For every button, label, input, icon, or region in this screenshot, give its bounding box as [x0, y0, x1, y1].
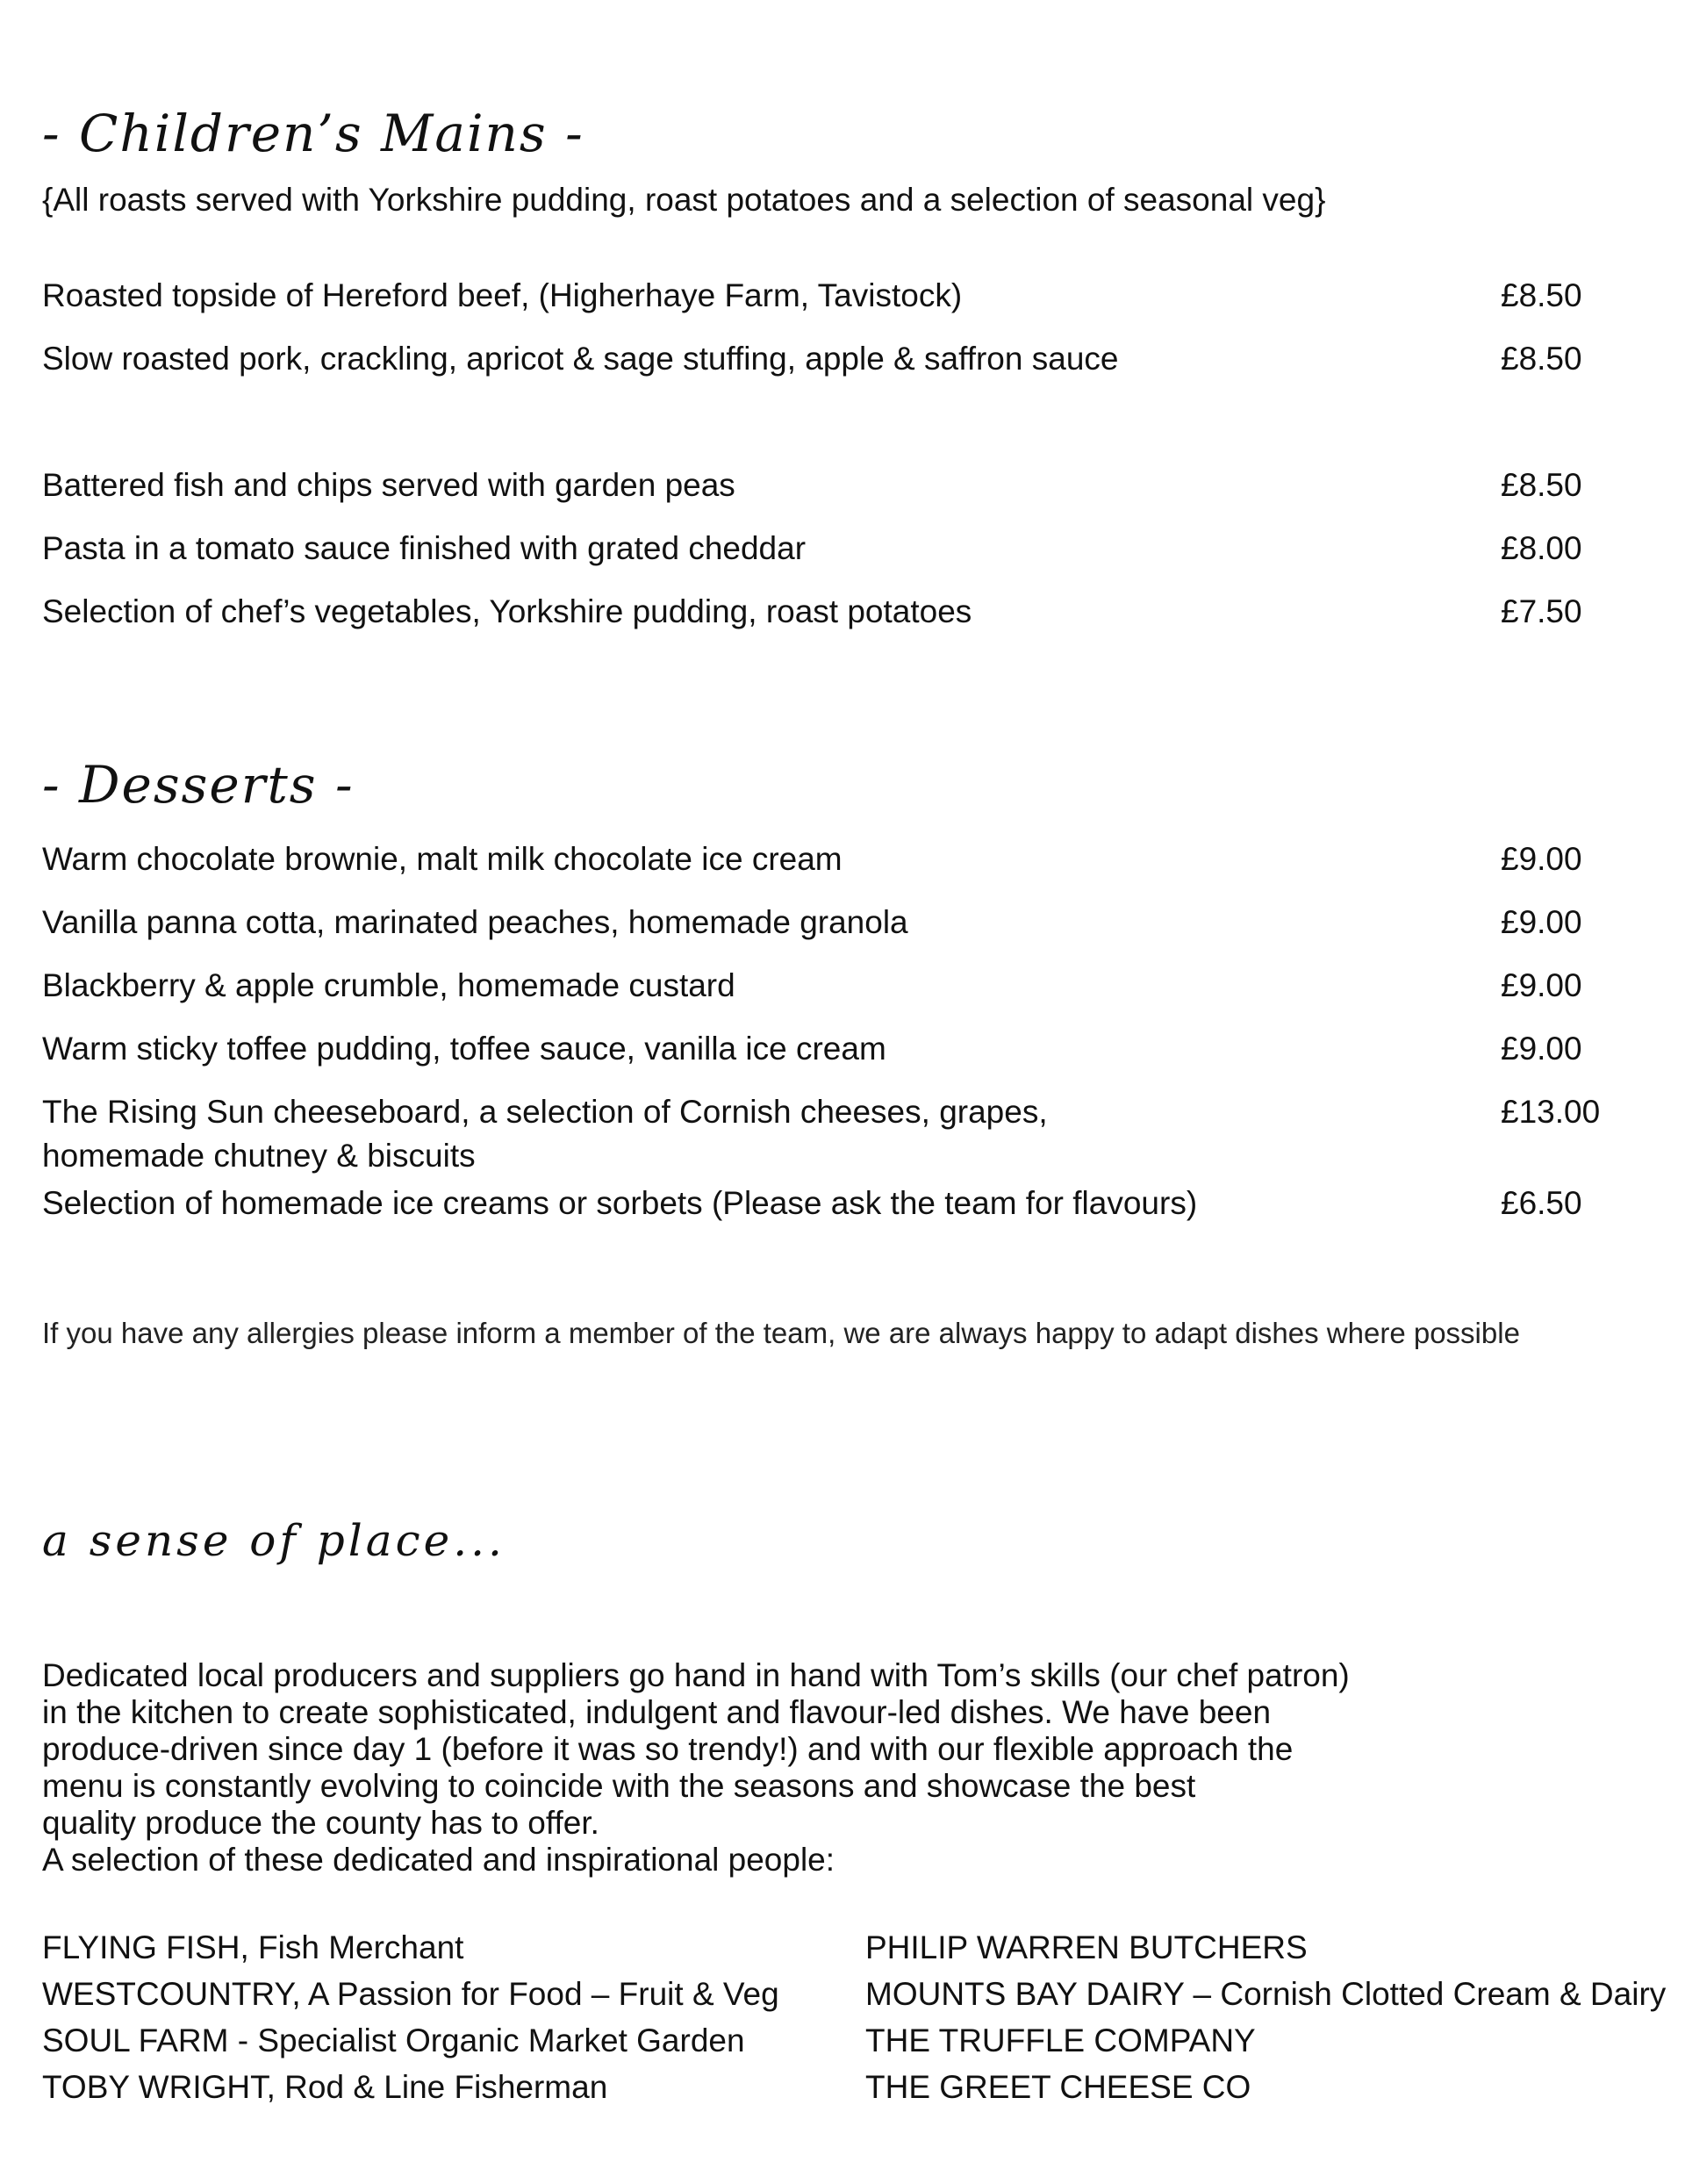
dessert-item-name: Vanilla panna cotta, marinated peaches, homemade granola [42, 904, 908, 940]
paragraph-line: in the kitchen to create sophisticated, indulgent and flavour-led dishes. We have been [42, 1694, 1272, 1730]
paragraph-line: quality produce the county has to offer. [42, 1805, 599, 1841]
allergy-note: If you have any allergies please inform a member of the team, we are always happy to adapt dishes where possible [42, 1317, 1520, 1349]
dessert-item-price: £9.00 [1501, 967, 1582, 1003]
paragraph-line: A selection of these dedicated and inspirational people: [42, 1842, 835, 1878]
paragraph-line: Dedicated local producers and suppliers go hand in hand with Tom’s skills (our chef patron) [42, 1657, 1350, 1693]
supplier-item: WESTCOUNTRY, A Passion for Food – Fruit & Veg [42, 1976, 779, 2012]
supplier-item: FLYING FISH, Fish Merchant [42, 1929, 464, 1965]
supplier-item: SOUL FARM - Specialist Organic Market Garden [42, 2022, 745, 2058]
menu-item-name: Selection of chef’s vegetables, Yorkshire pudding, roast potatoes [42, 593, 972, 629]
roasts-note: {All roasts served with Yorkshire pudding, roast potatoes and a selection of seasonal veg} [42, 182, 1326, 218]
menu-item-name: Slow roasted pork, crackling, apricot & sage stuffing, apple & saffron sauce [42, 341, 1119, 377]
menu-item-price: £8.50 [1501, 277, 1582, 313]
menu-item-name: Roasted topside of Hereford beef, (Higherhaye Farm, Tavistock) [42, 277, 963, 313]
dessert-item-price: £9.00 [1501, 841, 1582, 877]
dessert-item-name: Blackberry & apple crumble, homemade custard [42, 967, 735, 1003]
supplier-item: THE GREET CHEESE CO [865, 2069, 1251, 2105]
menu-item-price: £7.50 [1501, 593, 1582, 629]
supplier-item: MOUNTS BAY DAIRY – Cornish Clotted Cream & Dairy [865, 1976, 1667, 2012]
menu-item-price: £8.50 [1501, 467, 1582, 503]
supplier-item: TOBY WRIGHT, Rod & Line Fisherman [42, 2069, 608, 2105]
childrens-mains-heading: - Children’s Mains - [42, 104, 584, 163]
menu-item-name: Battered fish and chips served with garden peas [42, 467, 735, 503]
dessert-item-name: The Rising Sun cheeseboard, a selection of Cornish cheeses, grapes, homemade chutney & biscuits [42, 1094, 1048, 1174]
sense-of-place-paragraph [42, 1657, 1534, 1879]
supplier-item: THE TRUFFLE COMPANY [865, 2022, 1256, 2058]
dessert-item-name: Selection of homemade ice creams or sorbets (Please ask the team for flavours) [42, 1185, 1198, 1221]
supplier-item: PHILIP WARREN BUTCHERS [865, 1929, 1308, 1965]
paragraph-line: produce-driven since day 1 (before it was so trendy!) and with our flexible approach the [42, 1731, 1294, 1767]
menu-item-price: £8.50 [1501, 341, 1582, 377]
paragraph-line: menu is constantly evolving to coincide with the seasons and showcase the best [42, 1768, 1196, 1804]
dessert-item-price: £13.00 [1501, 1094, 1601, 1130]
menu-item-price: £8.00 [1501, 530, 1582, 566]
dessert-item-price: £9.00 [1501, 904, 1582, 940]
dessert-item-price: £9.00 [1501, 1031, 1582, 1067]
menu-item-name: Pasta in a tomato sauce finished with grated cheddar [42, 530, 807, 566]
sense-of-place-heading: a sense of place... [42, 1515, 506, 1566]
dessert-item-name: Warm chocolate brownie, malt milk chocolate ice cream [42, 841, 842, 877]
desserts-heading: - Desserts - [42, 755, 355, 815]
dessert-item-price: £6.50 [1501, 1185, 1582, 1221]
dessert-item-name: Warm sticky toffee pudding, toffee sauce, vanilla ice cream [42, 1031, 886, 1067]
